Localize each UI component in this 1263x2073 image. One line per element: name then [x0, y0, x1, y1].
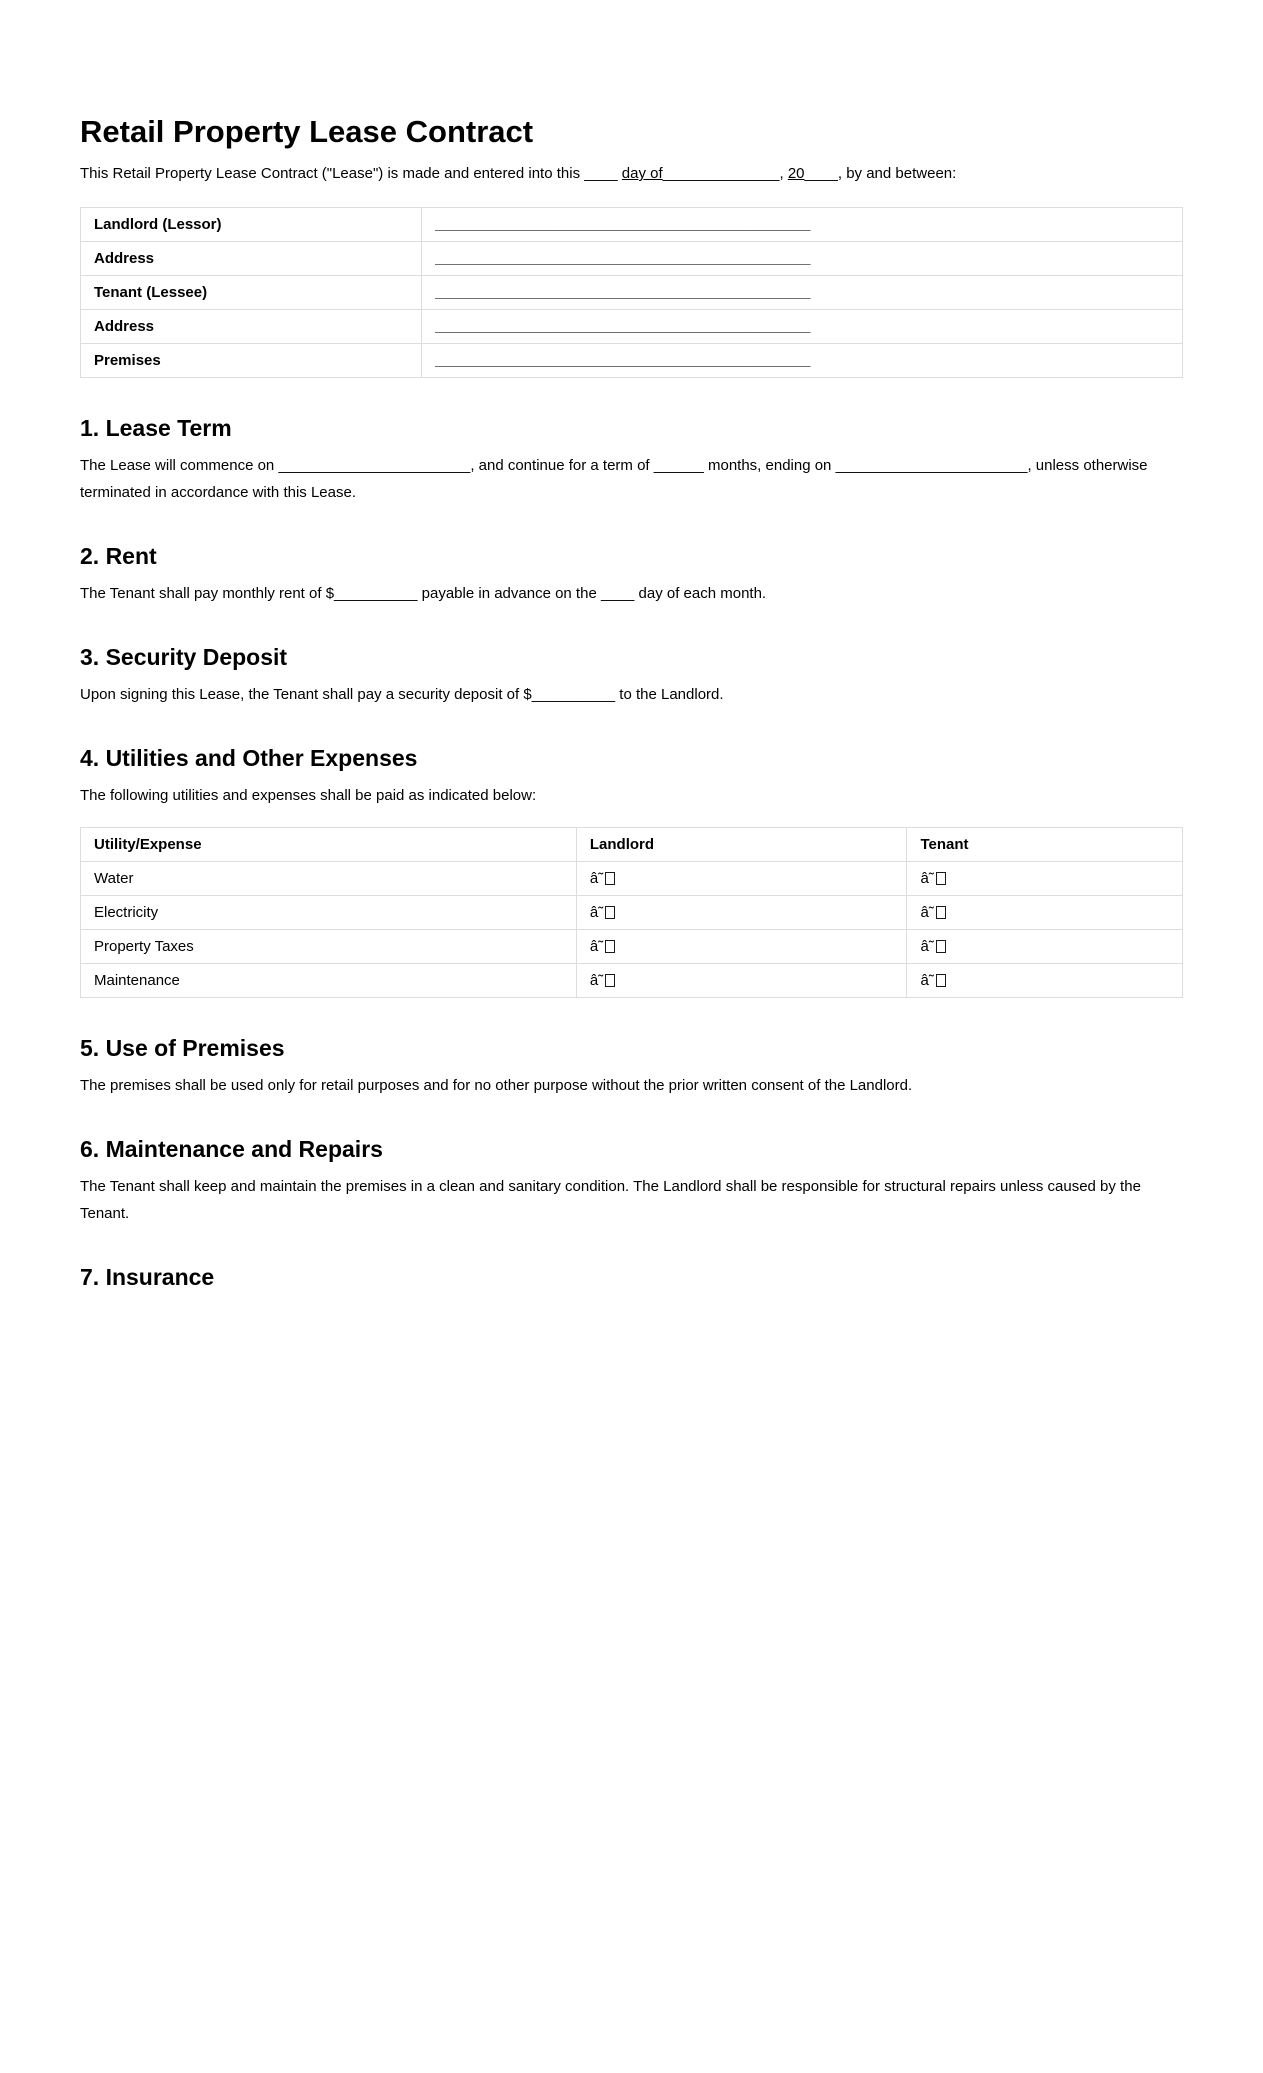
mojibake-checkbox: â˜ — [920, 938, 934, 955]
intro-comma: , — [779, 165, 788, 182]
blank-year: ____ — [804, 165, 838, 182]
mojibake-checkbox: â˜ — [589, 972, 604, 989]
missing-glyph-box-icon — [936, 974, 946, 987]
party-value-blank — [422, 310, 1183, 344]
checkbox-cell-landlord — [576, 930, 907, 964]
intro-tail: , by and between: — [837, 165, 957, 182]
blank-line: _____________________________________________ — [435, 216, 811, 233]
intro-text: This Retail Property Lease Contract ("Lease") is made and entered into this — [80, 165, 585, 182]
missing-glyph-box-icon — [605, 872, 615, 885]
section-heading: 6. Maintenance and Repairs — [80, 1136, 383, 1162]
utility-name: Maintenance — [81, 964, 577, 998]
section-heading: 1. Lease Term — [80, 415, 232, 441]
checkbox-cell-tenant — [907, 862, 1183, 896]
underlined-day-of: day of — [621, 165, 663, 182]
checkbox-cell-landlord — [576, 896, 907, 930]
section-body — [80, 452, 1183, 506]
blank-commence-date: _______________________ — [278, 457, 471, 474]
table-row — [81, 344, 1183, 378]
parties-table — [80, 207, 1183, 378]
utility-name: Property Taxes — [81, 930, 577, 964]
party-label: Address — [81, 310, 422, 344]
party-value-blank — [422, 208, 1183, 242]
missing-glyph-box-icon — [605, 940, 615, 953]
party-label: Premises — [81, 344, 422, 378]
table-row — [81, 862, 1183, 896]
party-value-blank — [422, 276, 1183, 310]
party-value-blank — [422, 242, 1183, 276]
section-body: The Tenant shall keep and maintain the premises in a clean and sanitary condition. The Landlord shall be responsible for structural repairs unless caused by the Tenant. — [80, 1178, 1141, 1222]
section-lease-term — [80, 414, 1183, 506]
blank-line: _____________________________________________ — [435, 318, 811, 335]
body-text: , and continue for a term of — [470, 457, 654, 474]
checkbox-cell-landlord — [576, 862, 907, 896]
checkbox-cell-tenant — [907, 964, 1183, 998]
body-text: months, ending on — [703, 457, 836, 474]
blank-term-months: ______ — [653, 457, 704, 474]
section-body: The premises shall be used only for retail purposes and for no other purpose without the prior written consent of the Landlord. — [80, 1077, 913, 1094]
section-insurance — [80, 1263, 1183, 1292]
section-body — [80, 580, 1183, 607]
section-maintenance-repairs — [80, 1135, 1183, 1227]
blank-line: _____________________________________________ — [435, 284, 811, 301]
party-label: Address — [81, 242, 422, 276]
mojibake-checkbox: â˜ — [589, 870, 604, 887]
body-text: The Tenant shall pay monthly rent of $ — [80, 585, 335, 602]
section-rent — [80, 542, 1183, 607]
column-header-landlord: Landlord — [576, 828, 907, 862]
blank-line: _____________________________________________ — [435, 250, 811, 267]
utility-name: Water — [81, 862, 577, 896]
table-row — [81, 208, 1183, 242]
section-security-deposit — [80, 643, 1183, 708]
missing-glyph-box-icon — [605, 974, 615, 987]
mojibake-checkbox: â˜ — [920, 972, 934, 989]
party-value-blank — [422, 344, 1183, 378]
section-utilities — [80, 744, 1183, 998]
section-body — [80, 681, 1183, 708]
blank-deposit-amount: __________ — [531, 686, 616, 703]
mojibake-checkbox: â˜ — [589, 938, 604, 955]
section-heading: 4. Utilities and Other Expenses — [80, 745, 418, 771]
missing-glyph-box-icon — [605, 906, 615, 919]
section-heading: 7. Insurance — [80, 1264, 215, 1290]
intro-paragraph — [80, 160, 1183, 187]
missing-glyph-box-icon — [936, 906, 946, 919]
column-header-tenant: Tenant — [907, 828, 1183, 862]
missing-glyph-box-icon — [936, 940, 946, 953]
blank-end-date: _______________________ — [835, 457, 1028, 474]
table-row — [81, 930, 1183, 964]
blank-rent-day: ____ — [600, 585, 635, 602]
mojibake-checkbox: â˜ — [920, 904, 934, 921]
section-heading: 3. Security Deposit — [80, 644, 288, 670]
blank-day-number: ____ — [584, 165, 618, 182]
utility-name: Electricity — [81, 896, 577, 930]
table-row — [81, 242, 1183, 276]
body-text: , unless otherwise terminated in accordance with this Lease. — [80, 457, 1148, 501]
body-text: to the Landlord. — [615, 686, 724, 703]
body-text: day of each month. — [634, 585, 767, 602]
section-heading: 2. Rent — [80, 543, 157, 569]
body-text: Upon signing this Lease, the Tenant shall pay a security deposit of $ — [80, 686, 532, 703]
section-heading: 5. Use of Premises — [80, 1035, 285, 1061]
table-header-row — [81, 828, 1183, 862]
section-use-of-premises — [80, 1034, 1183, 1099]
table-row — [81, 276, 1183, 310]
table-row — [81, 896, 1183, 930]
checkbox-cell-tenant — [907, 930, 1183, 964]
party-label: Landlord (Lessor) — [81, 208, 422, 242]
mojibake-checkbox: â˜ — [589, 904, 604, 921]
table-row — [81, 310, 1183, 344]
body-text: The Lease will commence on — [80, 457, 279, 474]
blank-rent-amount: __________ — [334, 585, 418, 602]
checkbox-cell-landlord — [576, 964, 907, 998]
missing-glyph-box-icon — [936, 872, 946, 885]
table-row — [81, 964, 1183, 998]
blank-line: _____________________________________________ — [435, 352, 811, 369]
underlined-year-prefix: 20 — [787, 165, 805, 182]
column-header-utility: Utility/Expense — [81, 828, 577, 862]
blank-month-name: ______________ — [662, 165, 780, 182]
mojibake-checkbox: â˜ — [920, 870, 934, 887]
page-title: Retail Property Lease Contract — [80, 114, 534, 149]
checkbox-cell-tenant — [907, 896, 1183, 930]
body-text: payable in advance on the — [417, 585, 601, 602]
party-label: Tenant (Lessee) — [81, 276, 422, 310]
utilities-intro: The following utilities and expenses shall be paid as indicated below: — [80, 787, 537, 804]
utilities-table — [80, 827, 1183, 998]
